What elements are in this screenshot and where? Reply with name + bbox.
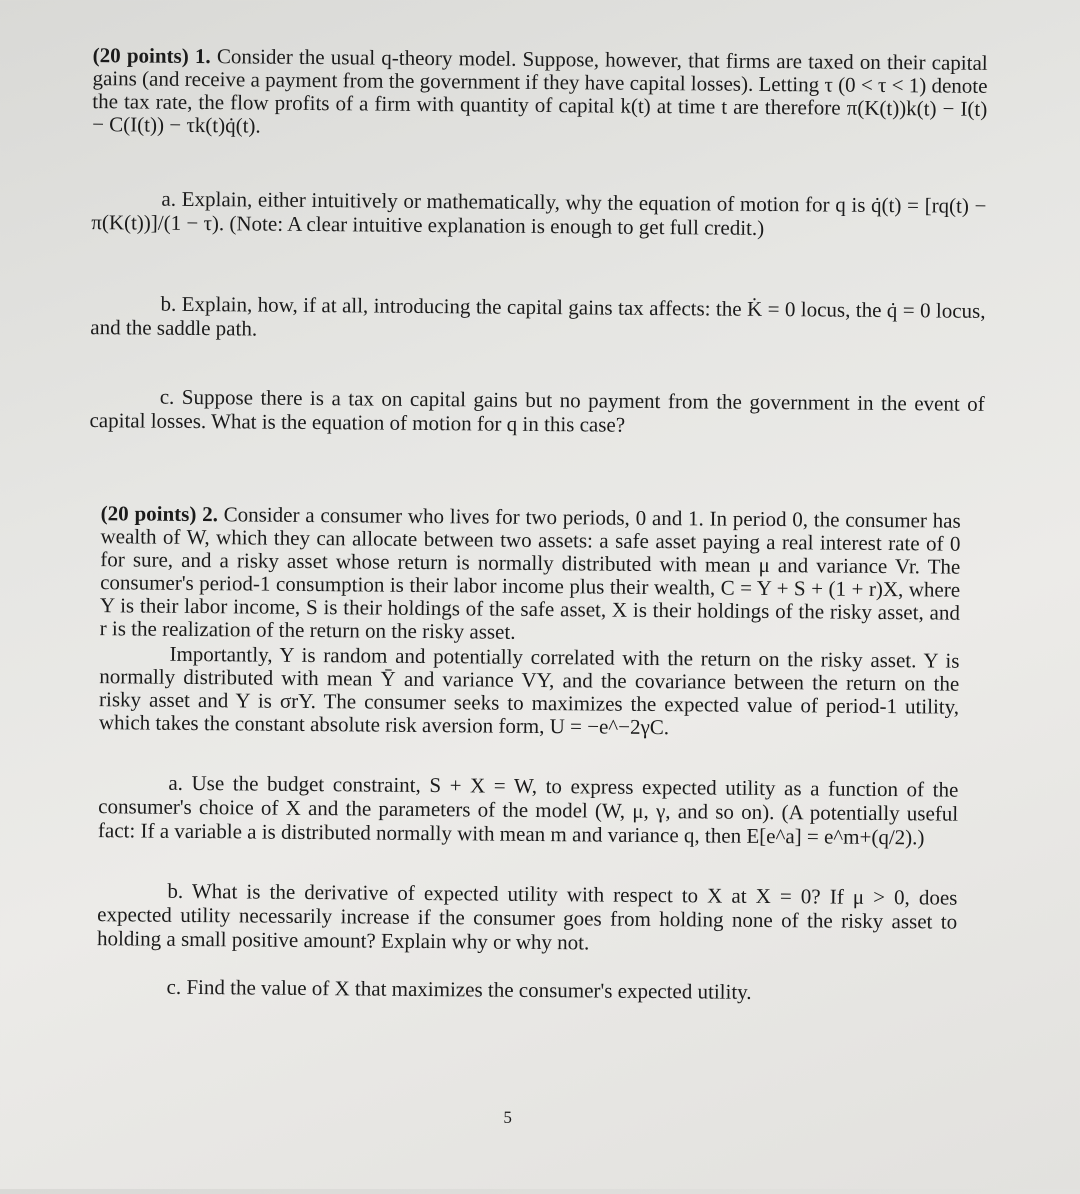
problem-1-part-b: b. Explain, how, if at all, introducing the capital gains tax affects: the K̇ = 0 locus, the q̇ = 0 locus, and the saddle path. bbox=[90, 291, 986, 341]
page-number: 5 bbox=[503, 1107, 513, 1127]
problem-1-intro-text: Consider the usual q-theory model. Suppose, however, that firms are taxed on their capital gains (and receive a payment from the government if they have capital losses). Letting τ (0 < τ < 1) denote the tax rate, the flow profits of a firm with quantity of capital k(t) at time t are therefore π(K(t))k(t) − I(t) − C(I(t)) − τk(t)q̇(t). bbox=[92, 44, 988, 138]
problem-2-part-a: a. Use the budget constraint, S + X = W, to express expected utility as a function of the consumer's choice of X and the parameters of the model (W, μ, γ, and so on). (A potentially useful fact: If a variable a is distributed normally with mean m and variance q, then E[e^a] = e^m+(q/2).) bbox=[97, 770, 959, 850]
problem-2-intro-2: Importantly, Y is random and potentially correlated with the return on the risky asset. Y is normally distributed with mean Ȳ and variance VY, and the covariance between the return on the risky asset and Y is σrY. The consumer seeks to maximizes the expected value of period-1 utility, which takes the constant absolute risk aversion form, U = −e^−2γC. bbox=[98, 641, 960, 740]
problem-1 bbox=[89, 44, 987, 440]
problem-2-points: (20 points) 2. bbox=[100, 501, 219, 527]
problem-2-intro-text: Consider a consumer who lives for two periods, 0 and 1. In period 0, the consumer has wealth of W, which they can allocate between two assets: a safe asset paying a real interest rate of 0 for sure, and a risky asset whose return is normally distributed with mean μ and variance Vr. The consumer's period-1 consumption is their labor income plus their wealth, C = Y + S + (1 + r)X, where Y is their labor income, S is their holdings of the safe asset, X is their holdings of the risky asset, and r is the realization of the return on the risky asset. bbox=[99, 502, 961, 644]
problem-1-part-a: a. Explain, either intuitively or mathematically, why the equation of motion for q is q̇(t) = [rq(t) − π(K(t))]/(1 − τ). (Note: A clear intuitive explanation is enough to get full credit.) bbox=[91, 186, 987, 240]
problem-1-part-c: c. Suppose there is a tax on capital gains but no payment from the government in the event of capital losses. What is the equation of motion for q in this case? bbox=[89, 384, 985, 437]
problem-1-intro bbox=[92, 44, 988, 144]
problem-2-intro bbox=[100, 502, 961, 647]
problem-2 bbox=[97, 502, 961, 1005]
problem-2-part-b: b. What is the derivative of expected utility with respect to X at X = 0? If μ > 0, does expected utility necessarily increase if the consumer goes from holding none of the risky asset to holding a small positive amount? Explain why or why not. bbox=[96, 878, 958, 955]
problem-2-part-c: c. Find the value of X that maximizes the consumer's expected utility. bbox=[166, 974, 752, 1004]
problem-1-points: (20 points) 1. bbox=[92, 43, 211, 69]
